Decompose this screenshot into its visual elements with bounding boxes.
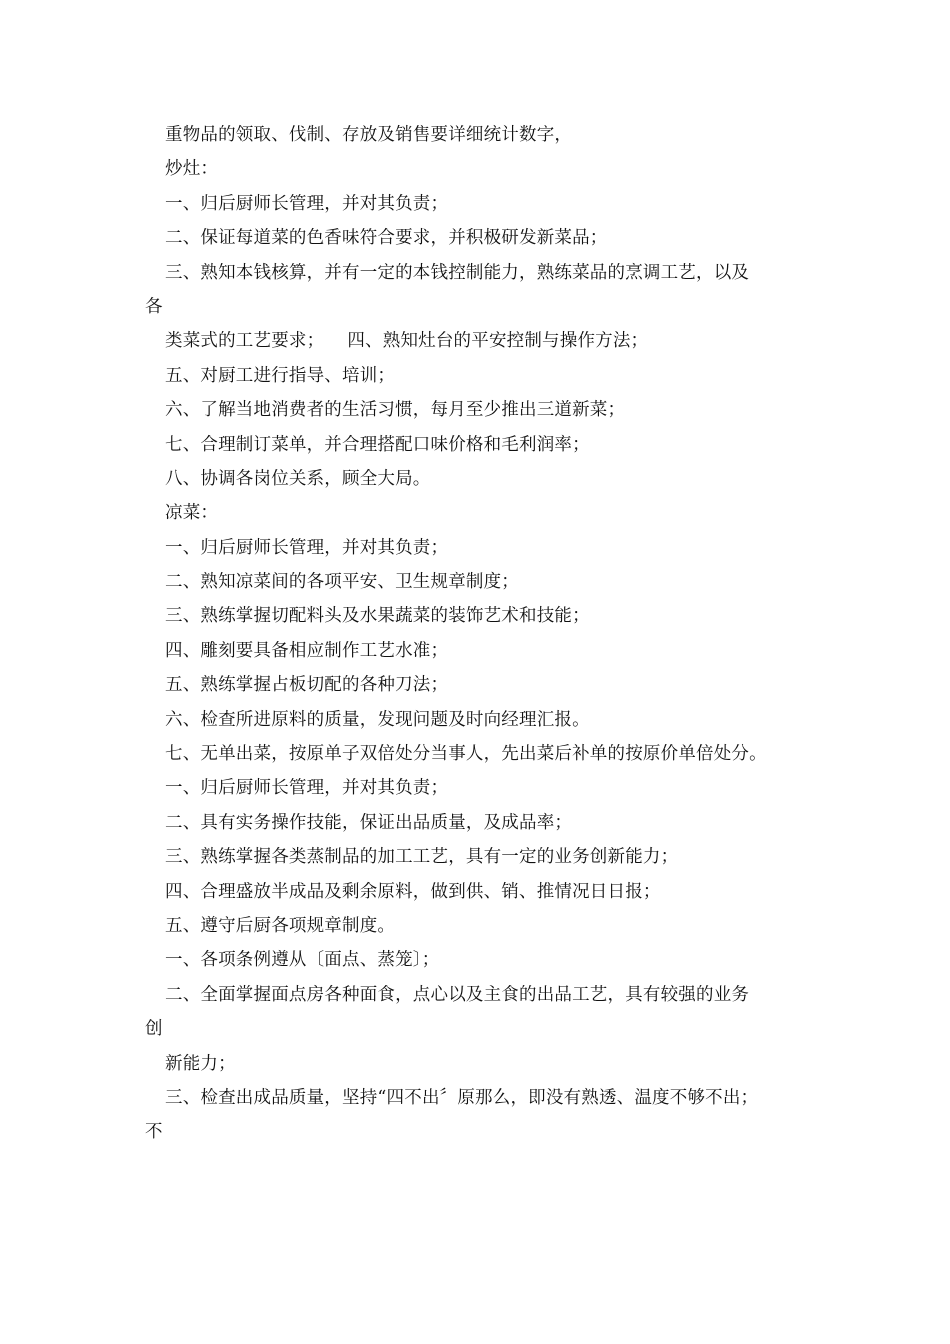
text-line: 二、具有实务操作技能，保证出品质量，及成品率；	[165, 812, 573, 833]
text-line: 二、全面掌握面点房各种面食，点心以及主食的出品工艺，具有较强的业务	[165, 984, 750, 1005]
text-line: 六、检查所进原料的质量，发现问题及时向经理汇报。	[165, 709, 590, 730]
text-line: 创	[145, 1019, 163, 1040]
text-line: 三、检查出成品质量，坚持“四不出〞原那么，即没有熟透、温度不够不出；	[165, 1087, 759, 1108]
section-heading-stir-fry: 炒灶：	[165, 159, 219, 180]
text-line: 一、各项条例遵从〔面点、蒸笼〕；	[165, 950, 440, 971]
text-line: 一、归后厨师长管理，并对其负责；	[165, 193, 449, 214]
text-line: 三、熟练掌握各类蒸制品的加工工艺，具有一定的业务创新能力；	[165, 847, 679, 868]
text-line: 五、对厨工进行指导、培训；	[165, 365, 396, 386]
text-line: 五、熟练掌握占板切配的各种刀法；	[165, 675, 449, 696]
text-line: 一、归后厨师长管理，并对其负责；	[165, 537, 449, 558]
text-line: 三、熟练掌握切配料头及水果蔬菜的装饰艺术和技能；	[165, 606, 590, 627]
text-line: 七、合理制订菜单，并合理搭配口味价格和毛利润率；	[165, 434, 590, 455]
document-body	[145, 118, 825, 1150]
text-line: 四、雕刻要具备相应制作工艺水准；	[165, 640, 449, 661]
text-line: 重物品的领取、伐制、存放及销售要详细统计数字，	[165, 125, 573, 145]
text-line: 七、无单出菜，按原单子双倍处分当事人，先出菜后补单的按原价单倍处分。	[165, 744, 767, 765]
text-line: 五、遵守后厨各项规章制度。	[165, 915, 396, 936]
section-heading-cold-dish: 凉菜：	[165, 503, 219, 524]
text-line: 二、熟知凉菜间的各项平安、卫生规章制度；	[165, 572, 519, 593]
text-line: 类菜式的工艺要求； 四、熟知灶台的平安控制与操作方法；	[165, 331, 649, 352]
text-line: 二、保证每道菜的色香味符合要求，并积极研发新菜品；	[165, 228, 608, 249]
text-line: 不	[145, 1122, 163, 1143]
text-line: 八、协调各岗位关系，顾全大局。	[165, 468, 431, 489]
text-line: 各	[145, 296, 163, 317]
text-line: 三、熟知本钱核算，并有一定的本钱控制能力，熟练菜品的烹调工艺，以及	[165, 262, 750, 283]
text-line: 六、了解当地消费者的生活习惯，每月至少推出三道新菜；	[165, 400, 626, 421]
text-line: 四、合理盛放半成品及剩余原料，做到供、销、推情况日日报；	[165, 881, 661, 902]
text-line: 新能力；	[165, 1053, 236, 1074]
text-line: 一、归后厨师长管理，并对其负责；	[165, 778, 449, 799]
